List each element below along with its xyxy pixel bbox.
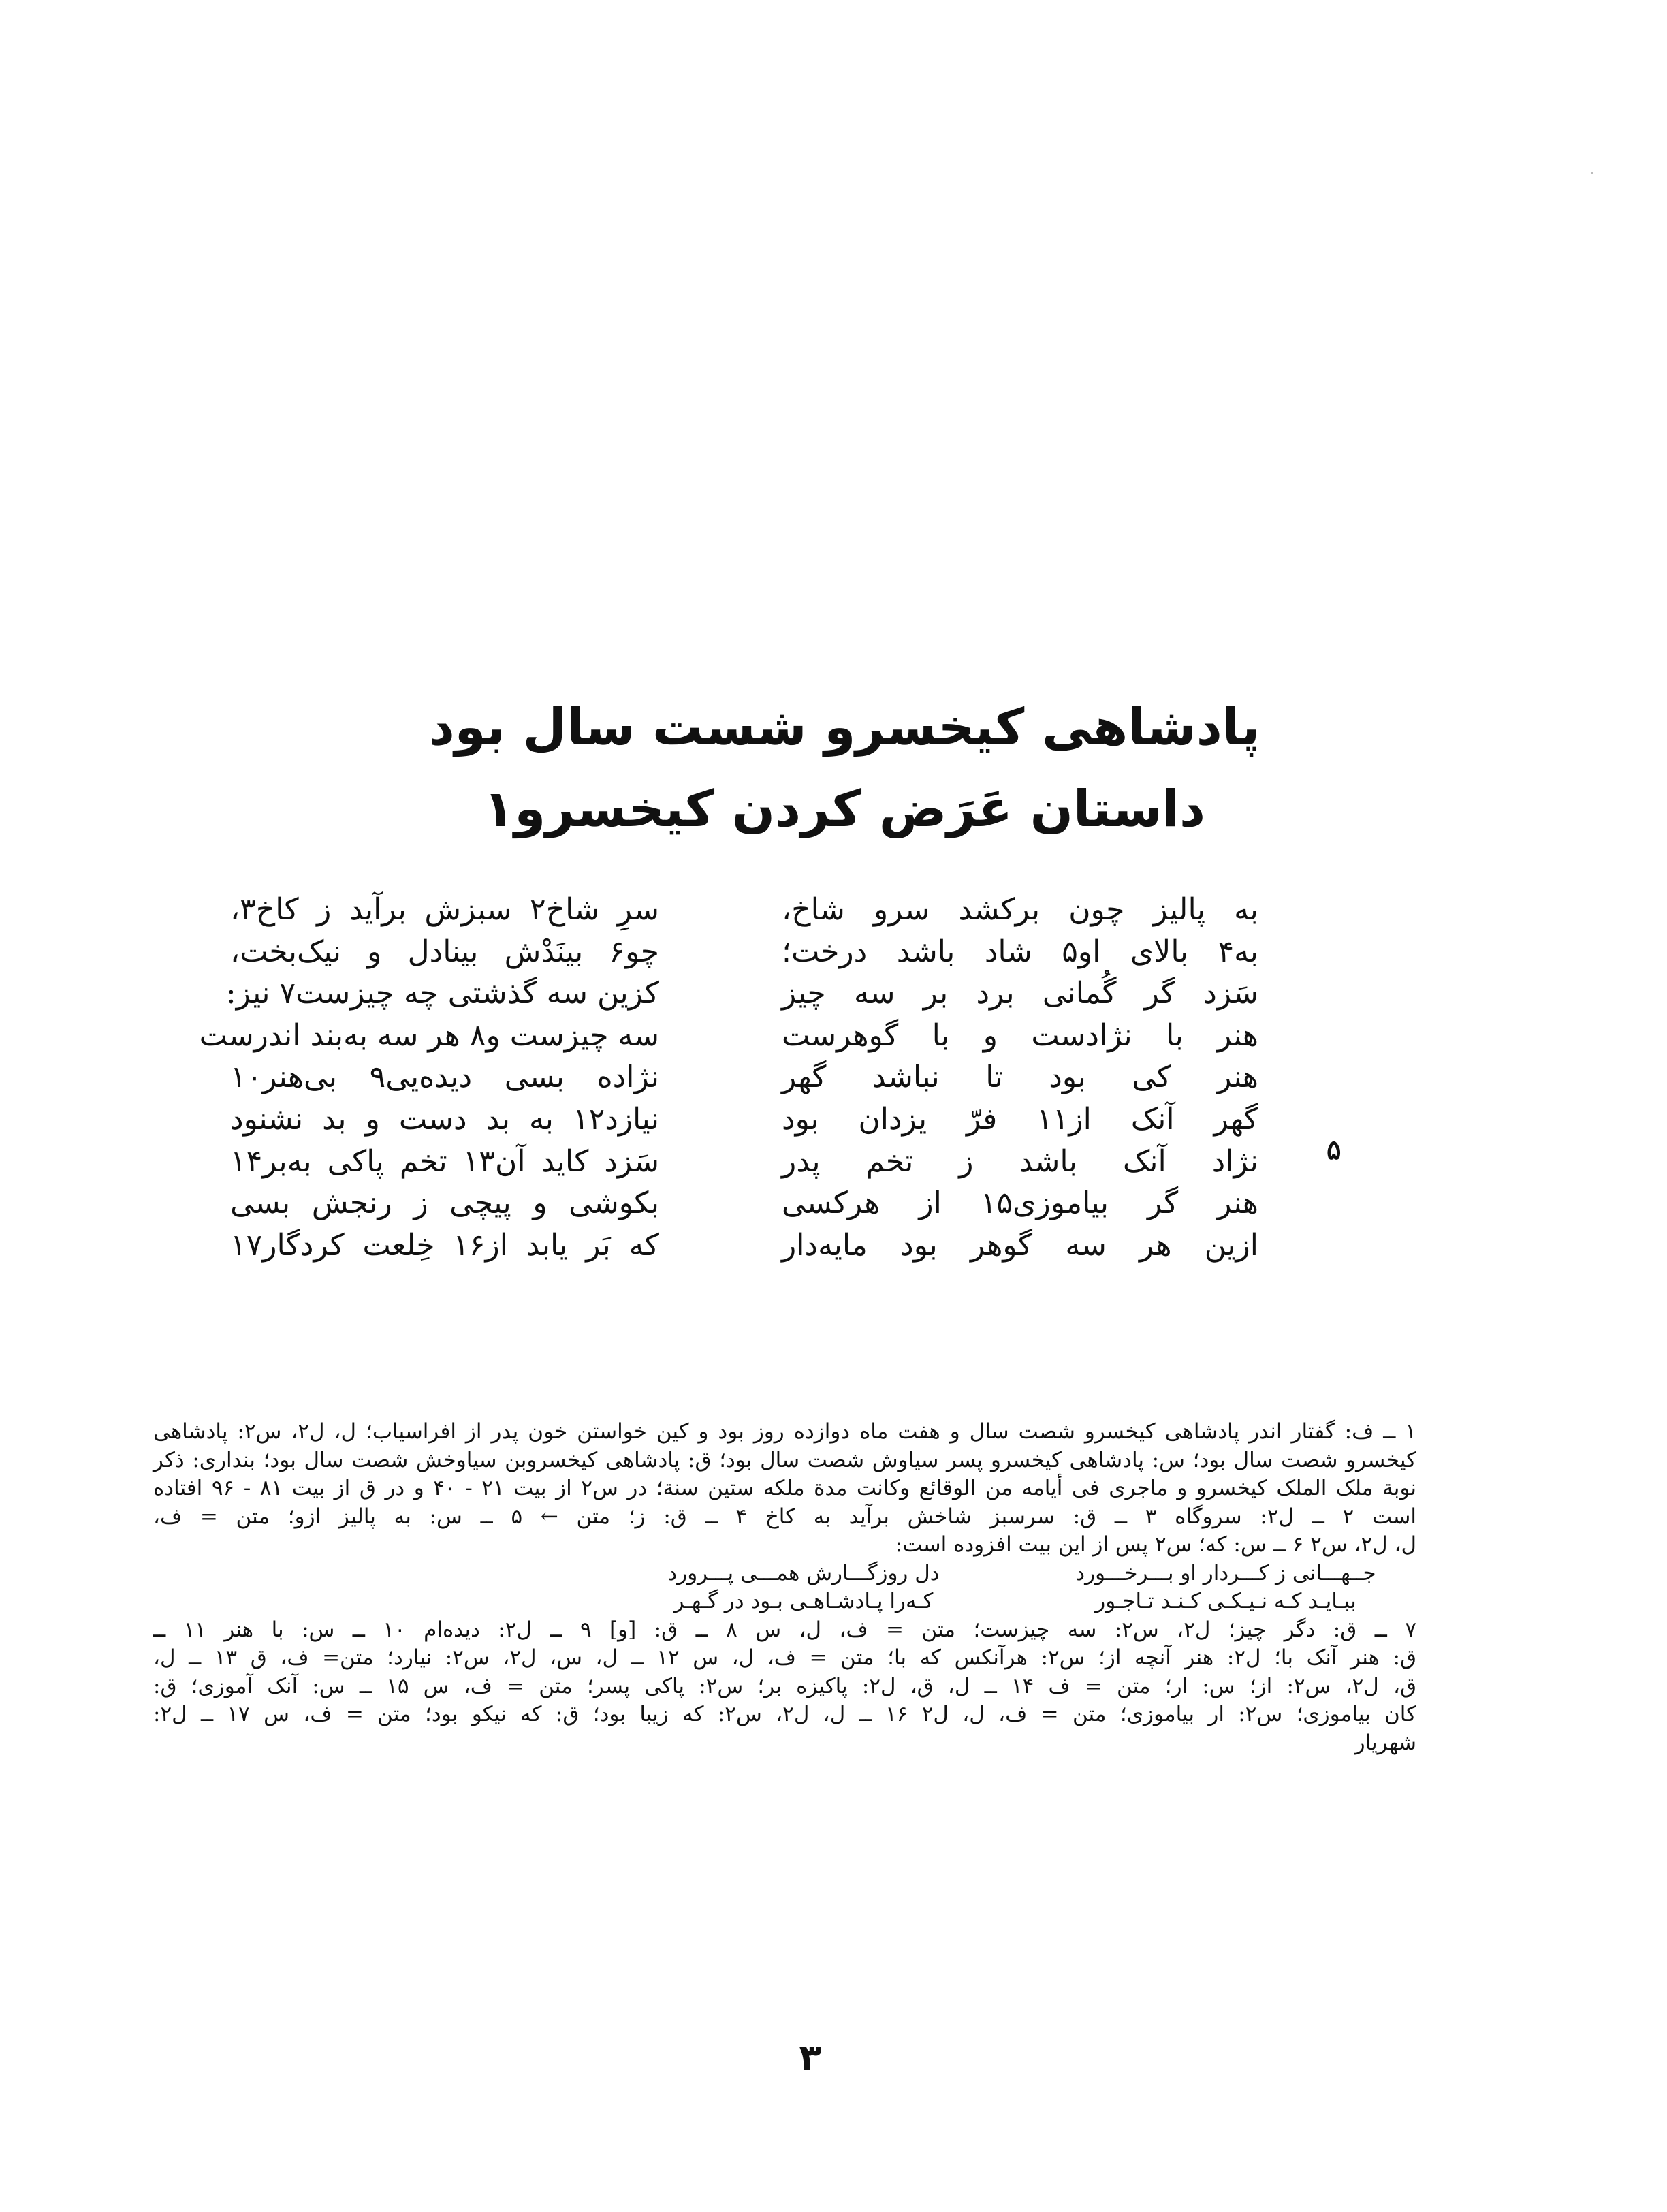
verse-hemistich: چو۶ بینَدْش بینادل و نیک‌بخت،	[230, 934, 659, 969]
footnote-line: ل، ل۲، س۲ ۶ ــ س: که؛ س۲ پس از این بیت افزوده است:	[895, 1532, 1416, 1557]
verse-hemistich: سَزد گر گُمانی برد بر سه چیز	[782, 976, 1258, 1011]
verse-hemistich: سرِ شاخ۲ سبزش برآید ز کاخ۳،	[230, 892, 660, 927]
verse-column-left	[199, 889, 660, 1266]
verse-hemistich: کزین سه گذشتی چه چیزست۷ نیز:	[225, 976, 659, 1011]
footnote-line: کیخسرو شصت سال بود؛ س: پادشاهی کیخسرو پسر سیاوش شصت سال بود؛ ق: پادشاهی کیخسروبن سیاوخش شصت سال بود؛ بنداری: ذکر	[153, 1447, 1416, 1472]
verse-hemistich: بکوشی و پیچی ز رنجش بسی	[230, 1186, 659, 1221]
couplet-hemistich: جــهـــانی ز کـــردار او بـــرخـــورد	[1075, 1560, 1376, 1585]
verse-hemistich: به۴ بالای او۵ شاد باشد درخت؛	[782, 934, 1258, 969]
footnote-line: ق، ل۲، س۲: از؛ س: ار؛ متن = ف ۱۴ ــ ل، ق، ل۲: پاکیزه بر؛ س۲: پاکی پسر؛ متن = ف، س ۱۵ ــ س: آنک آموزی؛ ق:	[153, 1673, 1417, 1698]
verse-hemistich: سَزد کاید آن۱۳ تخم پاکی به‌بر۱۴	[230, 1143, 659, 1179]
page-title: پادشاهی کیخسرو شست سال بود	[428, 698, 1260, 757]
verse-hemistich: هنر با نژادست و با گوهرست	[782, 1017, 1258, 1053]
verse-hemistich: نژاده بسی دیده‌یی۹ بی‌هنر۱۰	[230, 1060, 659, 1095]
footnote-line: ۱ ــ ف: گفتار اندر پادشاهی کیخسرو شصت سال و هفت ماه دوازده روز بود و کین خواستن خون پدر از افراسیاب؛ ل، ل۲، س۲: پادشاهی	[153, 1419, 1416, 1444]
verse-hemistich: هنر کی بود تا نباشد گهر	[782, 1060, 1258, 1095]
footnote-line: شهریار	[1354, 1730, 1416, 1755]
section-title: داستان عَرَض کردن کیخسرو۱	[483, 780, 1205, 838]
verse-line-number: ۵	[1327, 1134, 1341, 1166]
footnote-line: نوبة ملک الملک کیخسرو و ماجری فی أیامه من الوقائع وکانت مدة ملکه ستین سنة؛ در س۲ از بیت ۲۱ - ۴۰ و در ق از بیت ۸۱ - ۹۶ افتاده	[153, 1476, 1416, 1500]
couplet-hemistich: دل روزگـــارش همـــی پـــرورد	[667, 1560, 940, 1585]
verse-hemistich: به پالیز چون برکشد سرو شاخ،	[782, 892, 1258, 927]
verse-hemistich: ازین هر سه گوهر بود مایه‌دار	[782, 1227, 1258, 1263]
footnote-couplet	[153, 1560, 1416, 1588]
verse-hemistich: که بَر یابد از۱۶ خِلعت کردگار۱۷	[230, 1227, 659, 1263]
verse-hemistich: هنر گر بیاموزی۱۵ از هرکسی	[782, 1186, 1258, 1221]
footnotes	[153, 1418, 1416, 1757]
couplet-hemistich: ببـایـد کـه نـیـکـی کـنـد تـاجـور	[1095, 1589, 1356, 1613]
page-number: ۳	[799, 2036, 822, 2079]
footnote-line: است ۲ ــ ل۲: سروگاه ۳ ــ ق: سرسبز شاخش برآید به کاخ ۴ ــ ق: ز؛ متن ← ۵ ــ س: به پالیز ازو؛ متن = ف،	[153, 1504, 1416, 1529]
verse-column-right	[782, 889, 1258, 1266]
verse-hemistich: نیازد۱۲ به بد دست و بد نشنود	[230, 1101, 659, 1137]
verse-hemistich: نژاد آنک باشد ز تخم پدر	[782, 1143, 1258, 1179]
footnote-line: ق: هنر آنک با؛ ل۲: هنر آنچه از؛ س۲: هرآنکس که با؛ متن = ف، ل، س ۱۲ ــ ل، س، ل۲، س۲: نیارد؛ متن= ف، ق ۱۳ ــ ل،	[153, 1645, 1416, 1670]
couplet-hemistich: کـه‌را پـادشـاهـی بـود در گـهـر	[673, 1589, 934, 1613]
verse-hemistich: سه چیزست و۸ هر سه به‌بند اندرست	[199, 1017, 659, 1053]
footnote-line: ۷ ــ ق: دگر چیز؛ ل۲، س۲: سه چیزست؛ متن = ف، ل، س ۸ ــ ق: [و] ۹ ــ ل۲: دیده‌ام ۱۰ ــ س: با هنر ۱۱ ــ	[153, 1617, 1416, 1642]
footnote-couplet	[153, 1587, 1416, 1616]
scan-speck	[1591, 172, 1593, 174]
footnote-line: کان بیاموزی؛ س۲: ار بیاموزی؛ متن = ف، ل، ل۲ ۱۶ ــ ل، ل۲، س۲: که زیبا بود؛ ق: که نیکو بود؛ متن = ف، س ۱۷ ــ ل۲:	[153, 1702, 1417, 1726]
verse-hemistich: گهر آنک از۱۱ فرّ یزدان بود	[782, 1101, 1258, 1137]
